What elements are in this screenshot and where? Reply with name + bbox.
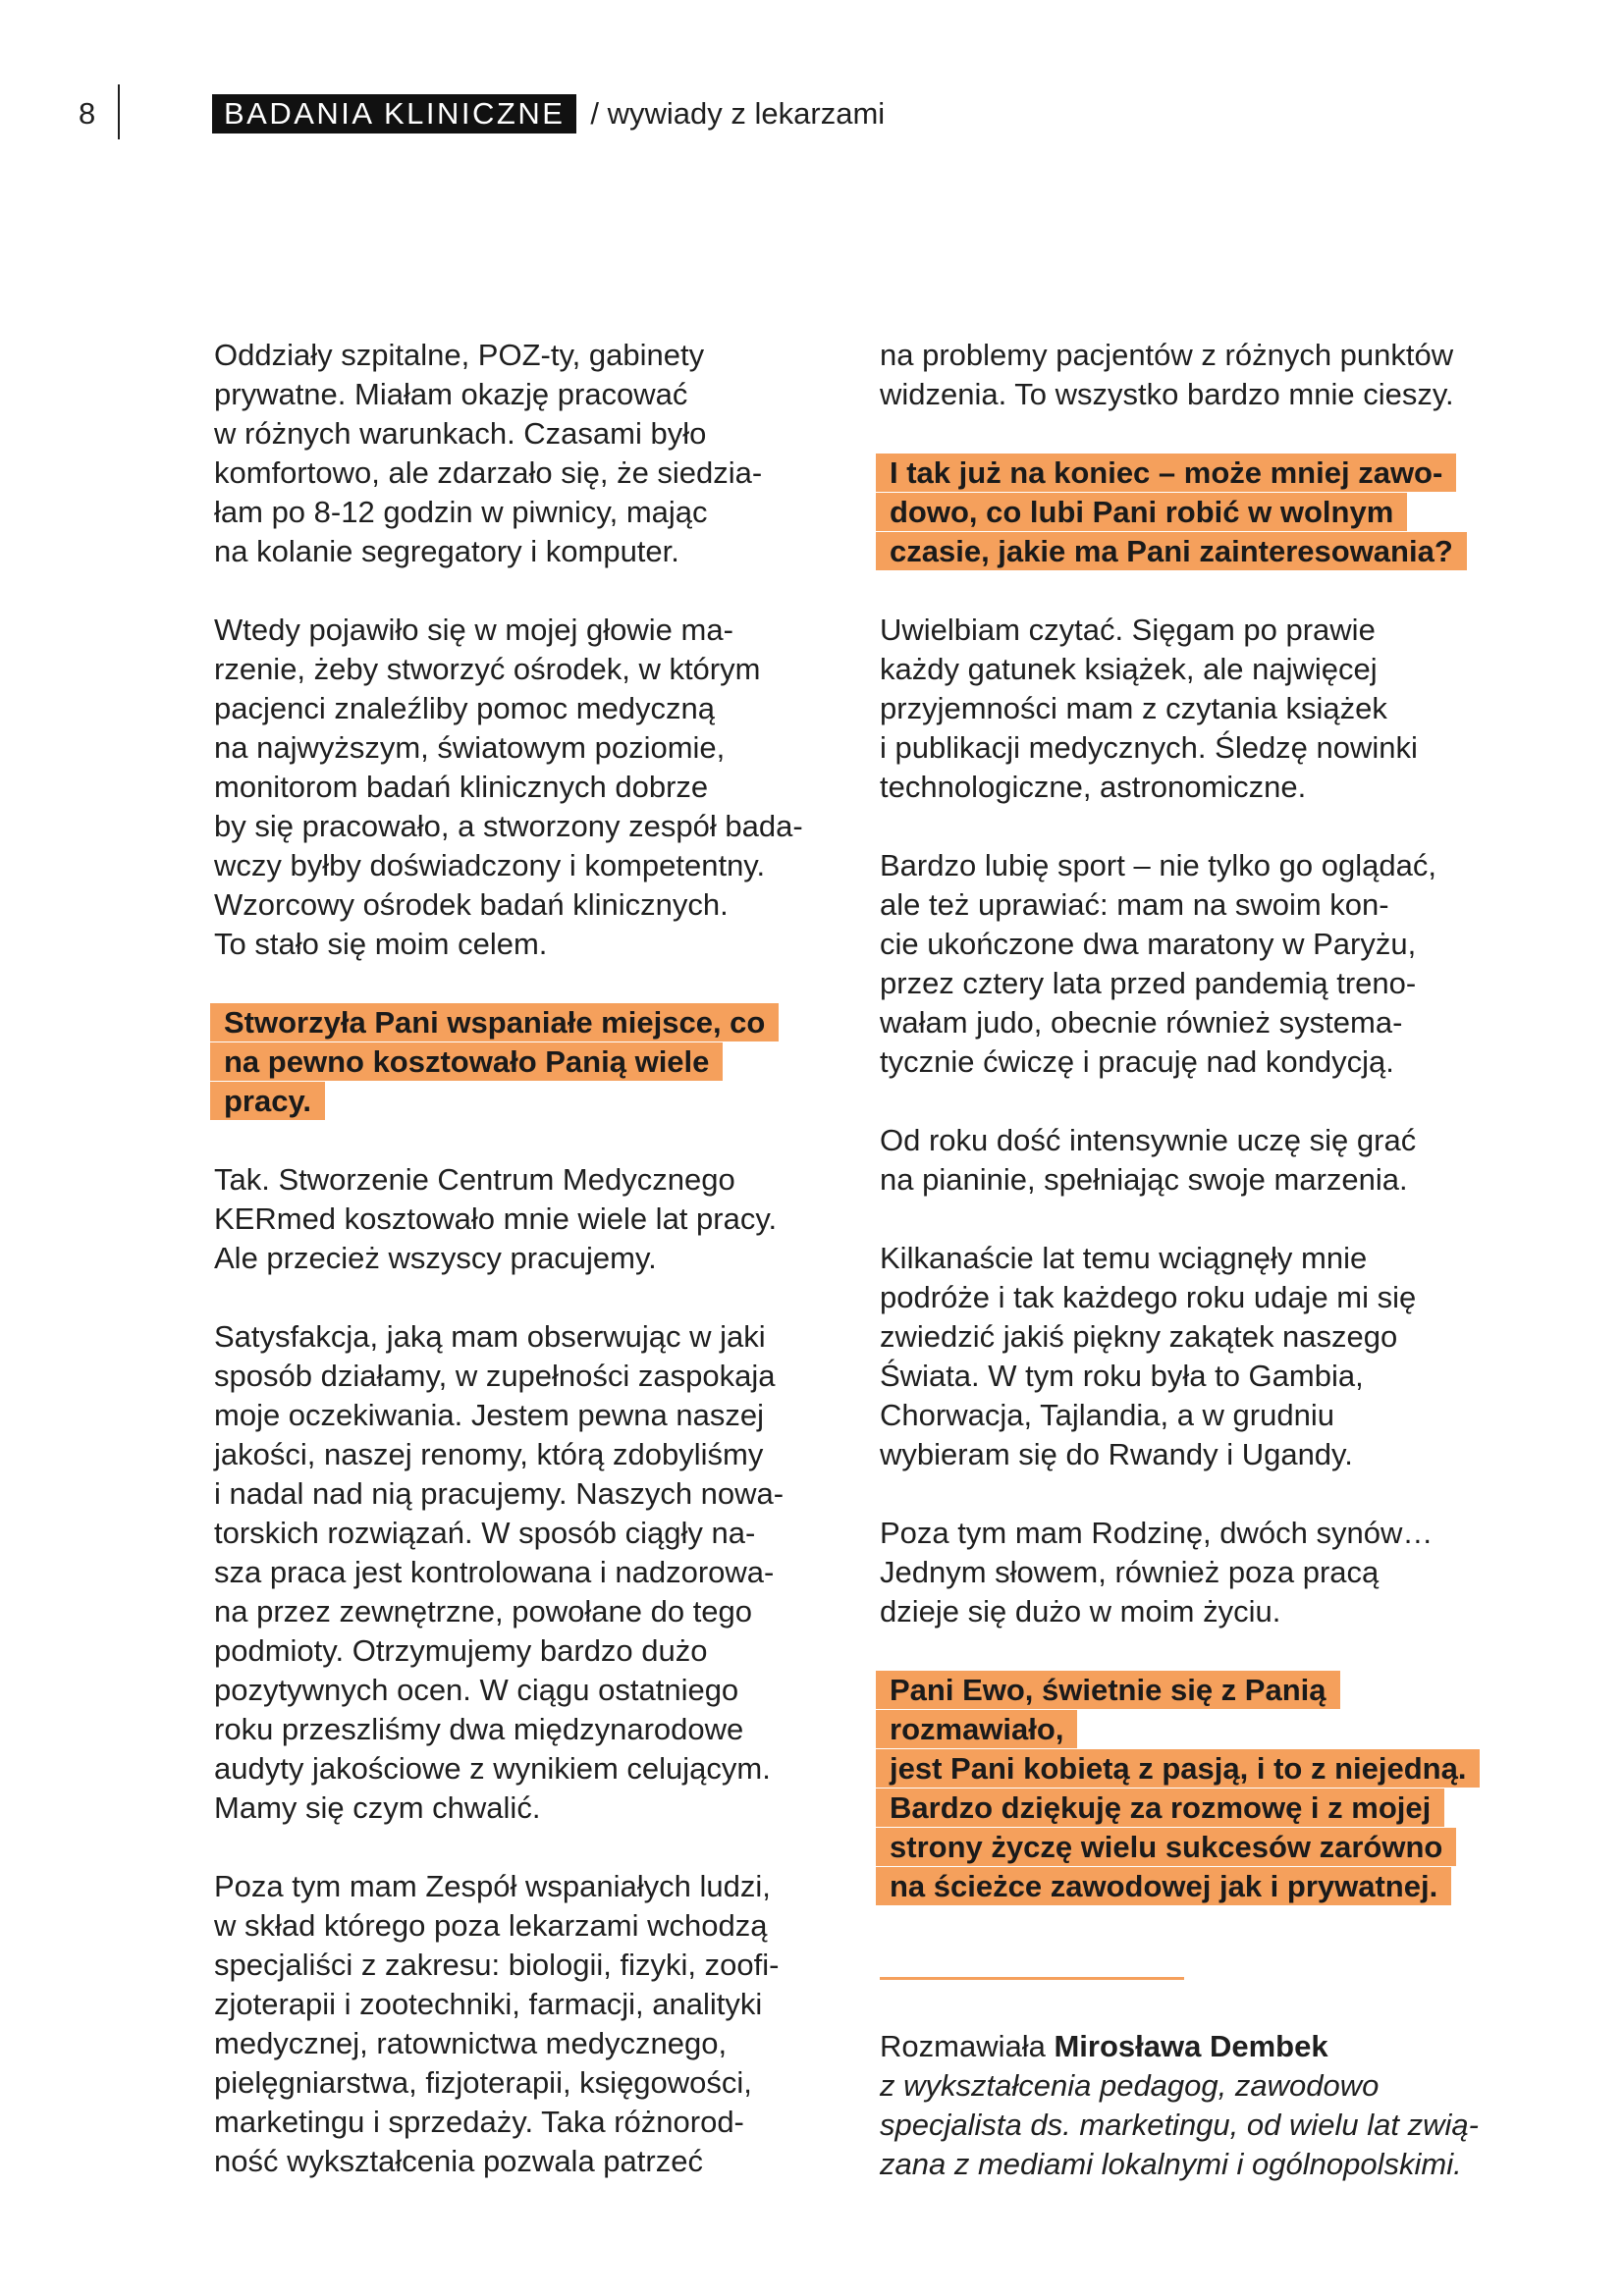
paragraph: Satysfakcja, jaką mam obserwując w jaki sposób działamy, w zupełności zaspokaja moje oczekiwania. Jestem pewna naszej jakości, naszej renomy, którą zdobyliśmy i nadal nad nią pracujemy. Naszych nowa- torskich rozwiązań. W sposób ciągły na- sza praca jest kontrolowana i nadzorowa- na przez zewnętrzne, powołane do tego podmioty. Otrzymujemy bardzo dużo pozytywnych ocen. W ciągu ostatniego roku przeszliśmy dwa międzynarodowe audyty jakościowe z wynikiem celującym. Mamy się czym chwalić. [214,1319,785,1825]
paragraph: Oddziały szpitalne, POZ-ty, gabinety prywatne. Miałam okazję pracować w różnych warunkach. Czasami było komfortowo, ale zdarzało się, że siedzia- łam po 8-12 godzin w piwnicy, mając na kolanie segregatory i komputer. [214,338,763,568]
interview-question [880,454,1479,571]
paragraph: Od roku dość intensywnie uczę się grać na pianinie, spełniając swoje marzenia. [880,1123,1417,1197]
paragraph: Uwielbiam czytać. Sięgam po prawie każdy gatunek książek, ale najwięcej przyjemności mam z czytania książek i publikacji medycznych. Śledzę nowinki technologiczne, astronomiczne. [880,613,1418,804]
page-number: 8 [79,96,96,131]
author-name: Mirosława Dembek [1054,2029,1328,2063]
paragraph: Kilkanaście lat temu wciągnęły mnie podróże i tak każdego roku udaje mi się zwiedzić jakiś piękny zakątek naszego Świata. W tym roku była to Gambia, Chorwacja, Tajlandia, a w grudniu wybieram się do Rwandy i Ugandy. [880,1241,1417,1471]
paragraph: na problemy pacjentów z różnych punktów widzenia. To wszystko bardzo mnie cieszy. [880,338,1454,411]
paragraph: Poza tym mam Rodzinę, dwóch synów… Jednym słowem, również poza pracą dzieje się dużo w moim życiu. [880,1516,1434,1629]
left-column [214,336,803,2220]
interview-closing-question [880,1671,1479,1906]
section-tag: BADANIA KLINICZNE [212,94,576,133]
paragraph: Bardzo lubię sport – nie tylko go oglądać, ale też uprawiać: mam na swoim kon- cie ukończone dwa maratony w Paryżu, przez cztery lata przed pandemią treno- wałam judo, obecnie również systema- tycznie ćwiczę i pracuję nad kondycją. [880,848,1436,1079]
paragraph: Tak. Stworzenie Centrum Medycznego KERmed kosztowało mnie wiele lat pracy. Ale przecież wszyscy pracujemy. [214,1162,778,1275]
credit-prefix: Rozmawiała [880,2029,1055,2063]
paragraph: Poza tym mam Zespół wspaniałych ludzi, w skład którego poza lekarzami wchodzą specjaliści z zakresu: biologii, fizyki, zoofi- zjoterapii i zootechniki, farmacji, analityki medycznej, ratownictwa medycznego, pielęgniarstwa, fizjoterapii, księgowości, marketingu i sprzedaży. Taka różnorod- ność wykształcenia pozwala patrzeć [214,1869,780,2178]
author-credit [880,2027,1479,2184]
section-subtitle: / wywiady z lekarzami [590,96,886,131]
question-highlight: Stworzyła Pani wspaniałe miejsce, co na pewno kosztowało Panią wiele pracy. [210,1003,779,1120]
running-header [212,94,885,133]
paragraph: Wtedy pojawiło się w mojej głowie ma- rzenie, żeby stworzyć ośrodek, w którym pacjenci znaleźliby pomoc medyczną na najwyższym, światowym poziomie, monitorom badań klinicznych dobrze by się pracowało, a stworzony zespół bada- wczy byłby doświadczony i kompetentny. Wzorcowy ośrodek badań klinicznych. To stało się moim celem. [214,613,803,961]
header-divider [118,84,120,139]
credit-separator [880,1977,1184,1980]
question-highlight: I tak już na koniec – może mniej zawo- dowo, co lubi Pani robić w wolnym czasie, jakie ma Pani zainteresowania? [876,454,1467,570]
interview-question [214,1003,803,1121]
question-highlight: Pani Ewo, świetnie się z Panią rozmawiało, jest Pani kobietą z pasją, i to z niejedną. Bardzo dziękuję za rozmowę i z mojej strony życzę wielu sukcesów zarówno na ścieżce zawodowej jak i prywatnej. [876,1671,1480,1905]
right-column [880,336,1479,2184]
author-bio: z wykształcenia pedagog, zawodowo specjalista ds. marketingu, od wielu lat zwią- zana z mediami lokalnymi i ogólnopolskimi. [880,2068,1479,2181]
